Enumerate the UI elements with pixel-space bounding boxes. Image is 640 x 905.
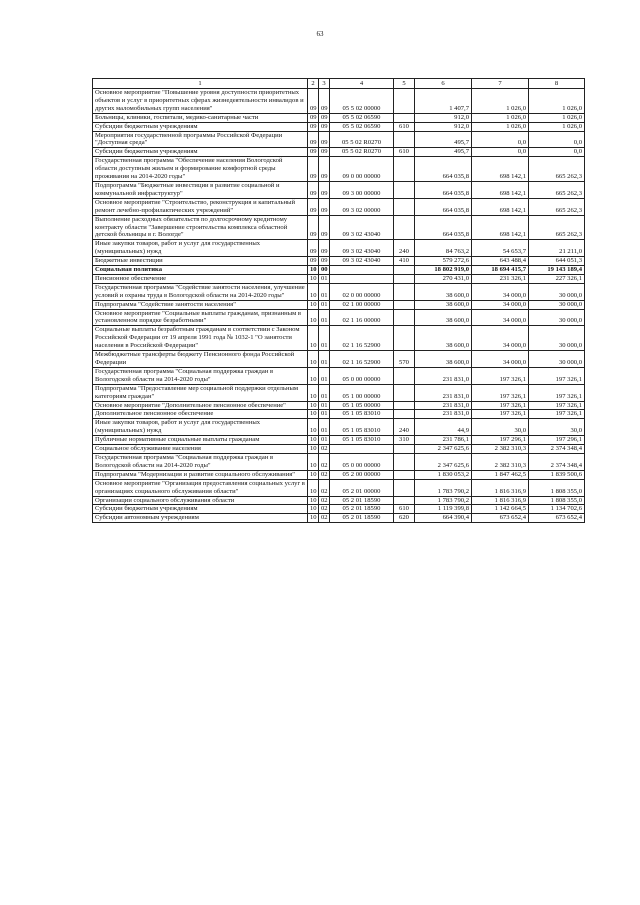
section-code-cell: 10 bbox=[308, 401, 319, 410]
target-article-cell bbox=[330, 274, 394, 283]
amount-cell-col8: 30 000,0 bbox=[529, 300, 585, 309]
section-code-cell: 10 bbox=[308, 479, 319, 496]
amount-cell-col8: 1 839 500,6 bbox=[529, 470, 585, 479]
row-name-cell: Мероприятия государственной программы Российской Федерации "Доступная среда" bbox=[93, 131, 308, 148]
table-row bbox=[93, 514, 585, 523]
expense-type-cell bbox=[394, 401, 415, 410]
subsection-code-cell: 09 bbox=[319, 181, 330, 198]
table-row bbox=[93, 122, 585, 131]
amount-cell-col6: 38 600,0 bbox=[415, 283, 472, 300]
section-code-cell: 09 bbox=[308, 257, 319, 266]
expense-type-cell bbox=[394, 131, 415, 148]
subsection-code-cell: 01 bbox=[319, 410, 330, 419]
row-name-cell: Организации социального обслуживания области bbox=[93, 496, 308, 505]
expense-type-cell bbox=[394, 113, 415, 122]
row-name-cell: Социальная политика bbox=[93, 266, 308, 275]
section-code-cell: 09 bbox=[308, 148, 319, 157]
subsection-code-cell: 01 bbox=[319, 351, 330, 368]
table-row bbox=[93, 198, 585, 215]
expense-type-cell bbox=[394, 453, 415, 470]
amount-cell-col7: 1 816 316,9 bbox=[472, 496, 529, 505]
expense-type-cell: 240 bbox=[394, 419, 415, 436]
header-cell: 6 bbox=[415, 79, 472, 89]
amount-cell-col7: 0,0 bbox=[472, 148, 529, 157]
amount-cell-col8: 2 374 348,4 bbox=[529, 445, 585, 454]
subsection-code-cell: 01 bbox=[319, 436, 330, 445]
amount-cell-col8: 197 326,1 bbox=[529, 367, 585, 384]
amount-cell-col8: 227 326,1 bbox=[529, 274, 585, 283]
amount-cell-col8: 197 326,1 bbox=[529, 384, 585, 401]
amount-cell-col8: 197 326,1 bbox=[529, 410, 585, 419]
target-article-cell: 02 1 00 00000 bbox=[330, 300, 394, 309]
table-row bbox=[93, 436, 585, 445]
table-row bbox=[93, 384, 585, 401]
section-code-cell: 10 bbox=[308, 367, 319, 384]
target-article-cell: 05 1 05 83010 bbox=[330, 419, 394, 436]
subsection-code-cell: 01 bbox=[319, 326, 330, 351]
target-article-cell: 05 2 01 18590 bbox=[330, 505, 394, 514]
table-row bbox=[93, 283, 585, 300]
amount-cell-col6: 38 600,0 bbox=[415, 326, 472, 351]
amount-cell-col6: 664 035,8 bbox=[415, 198, 472, 215]
amount-cell-col8: 30,0 bbox=[529, 419, 585, 436]
amount-cell-col6: 912,0 bbox=[415, 113, 472, 122]
table-row bbox=[93, 240, 585, 257]
amount-cell-col6: 2 347 625,6 bbox=[415, 453, 472, 470]
target-article-cell: 05 5 02 00000 bbox=[330, 89, 394, 114]
page-number: 63 bbox=[316, 30, 324, 38]
amount-cell-col8: 197 326,1 bbox=[529, 401, 585, 410]
table-row bbox=[93, 351, 585, 368]
subsection-code-cell: 01 bbox=[319, 384, 330, 401]
target-article-cell: 05 0 00 00000 bbox=[330, 453, 394, 470]
row-name-cell: Социальное обслуживание населения bbox=[93, 445, 308, 454]
amount-cell-col7: 2 382 310,3 bbox=[472, 445, 529, 454]
target-article-cell: 02 1 16 00000 bbox=[330, 309, 394, 326]
amount-cell-col8: 673 652,4 bbox=[529, 514, 585, 523]
table-row bbox=[93, 257, 585, 266]
subsection-code-cell: 02 bbox=[319, 514, 330, 523]
amount-cell-col6: 231 831,0 bbox=[415, 410, 472, 419]
subsection-code-cell: 09 bbox=[319, 240, 330, 257]
row-name-cell: Основное мероприятие "Дополнительное пенсионное обеспечение" bbox=[93, 401, 308, 410]
expense-type-cell bbox=[394, 496, 415, 505]
row-name-cell: Основное мероприятие "Повышение уровня доступности приоритетных объектов и услуг в приоритетных сферах жизнедеятельности инвалидов и других маломобильных групп населения" bbox=[93, 89, 308, 114]
amount-cell-col7: 698 142,1 bbox=[472, 215, 529, 240]
row-name-cell: Субсидии бюджетным учреждениям bbox=[93, 148, 308, 157]
table-row bbox=[93, 300, 585, 309]
amount-cell-col8: 21 211,0 bbox=[529, 240, 585, 257]
expense-type-cell bbox=[394, 283, 415, 300]
amount-cell-col7: 0,0 bbox=[472, 131, 529, 148]
row-name-cell: Выполнение расходных обязательств по долгосрочному кредитному контракту области "Завершение строительства комплекса областной детской больницы в г. Вологде" bbox=[93, 215, 308, 240]
table-row bbox=[93, 131, 585, 148]
section-code-cell: 10 bbox=[308, 453, 319, 470]
expense-type-cell bbox=[394, 266, 415, 275]
amount-cell-col6: 1 830 053,2 bbox=[415, 470, 472, 479]
subsection-code-cell: 02 bbox=[319, 453, 330, 470]
target-article-cell: 05 5 02 R0270 bbox=[330, 131, 394, 148]
section-code-cell: 09 bbox=[308, 89, 319, 114]
subsection-code-cell: 09 bbox=[319, 148, 330, 157]
table-row bbox=[93, 479, 585, 496]
amount-cell-col8: 665 262,3 bbox=[529, 181, 585, 198]
subsection-code-cell: 01 bbox=[319, 274, 330, 283]
amount-cell-col6: 1 783 790,2 bbox=[415, 496, 472, 505]
row-name-cell: Государственная программа "Социальная поддержка граждан в Вологодской области на 2014-2020 годы" bbox=[93, 367, 308, 384]
amount-cell-col6: 664 035,8 bbox=[415, 215, 472, 240]
amount-cell-col8: 0,0 bbox=[529, 131, 585, 148]
target-article-cell: 09 3 02 43040 bbox=[330, 257, 394, 266]
subsection-code-cell: 02 bbox=[319, 496, 330, 505]
target-article-cell bbox=[330, 266, 394, 275]
amount-cell-col7: 197 326,1 bbox=[472, 410, 529, 419]
expense-type-cell bbox=[394, 215, 415, 240]
table-row bbox=[93, 148, 585, 157]
section-code-cell: 10 bbox=[308, 410, 319, 419]
section-code-cell: 10 bbox=[308, 419, 319, 436]
table-row bbox=[93, 274, 585, 283]
expense-type-cell: 610 bbox=[394, 122, 415, 131]
target-article-cell: 05 2 01 18590 bbox=[330, 514, 394, 523]
target-article-cell: 05 1 00 00000 bbox=[330, 384, 394, 401]
amount-cell-col6: 912,0 bbox=[415, 122, 472, 131]
expense-type-cell bbox=[394, 410, 415, 419]
section-code-cell: 10 bbox=[308, 351, 319, 368]
subsection-code-cell: 09 bbox=[319, 89, 330, 114]
amount-cell-col8: 1 808 355,0 bbox=[529, 479, 585, 496]
target-article-cell: 09 0 00 00000 bbox=[330, 157, 394, 182]
section-code-cell: 10 bbox=[308, 266, 319, 275]
amount-cell-col7: 18 694 415,7 bbox=[472, 266, 529, 275]
expense-type-cell bbox=[394, 157, 415, 182]
amount-cell-col7: 197 326,1 bbox=[472, 367, 529, 384]
amount-cell-col7: 34 000,0 bbox=[472, 326, 529, 351]
section-code-cell: 10 bbox=[308, 436, 319, 445]
subsection-code-cell: 09 bbox=[319, 257, 330, 266]
section-code-cell: 09 bbox=[308, 113, 319, 122]
row-name-cell: Основное мероприятие "Социальные выплаты гражданам, признанным в установленном порядке безработными" bbox=[93, 309, 308, 326]
amount-cell-col7: 1 026,0 bbox=[472, 113, 529, 122]
target-article-cell: 05 1 05 00000 bbox=[330, 401, 394, 410]
row-name-cell: Подпрограмма "Модернизация и развитие социального обслуживания" bbox=[93, 470, 308, 479]
section-code-cell: 10 bbox=[308, 283, 319, 300]
amount-cell-col7: 34 000,0 bbox=[472, 283, 529, 300]
section-code-cell: 09 bbox=[308, 122, 319, 131]
table-row bbox=[93, 496, 585, 505]
expense-type-cell bbox=[394, 445, 415, 454]
amount-cell-col8: 30 000,0 bbox=[529, 326, 585, 351]
section-code-cell: 09 bbox=[308, 240, 319, 257]
expense-type-cell: 410 bbox=[394, 257, 415, 266]
target-article-cell: 05 5 02 R0270 bbox=[330, 148, 394, 157]
amount-cell-col7: 54 653,7 bbox=[472, 240, 529, 257]
row-name-cell: Государственная программа "Социальная поддержка граждан в Вологодской области на 2014-2020 годы" bbox=[93, 453, 308, 470]
amount-cell-col7: 673 652,4 bbox=[472, 514, 529, 523]
amount-cell-col7: 197 326,1 bbox=[472, 384, 529, 401]
target-article-cell: 05 5 02 06590 bbox=[330, 113, 394, 122]
header-cell: 1 bbox=[93, 79, 308, 89]
amount-cell-col7: 698 142,1 bbox=[472, 198, 529, 215]
expense-type-cell bbox=[394, 274, 415, 283]
table-row bbox=[93, 326, 585, 351]
amount-cell-col6: 495,7 bbox=[415, 131, 472, 148]
target-article-cell: 09 3 02 00000 bbox=[330, 198, 394, 215]
target-article-cell: 09 3 00 00000 bbox=[330, 181, 394, 198]
row-name-cell: Основное мероприятие "Организация предоставления социальных услуг в организациях социального обслуживания области" bbox=[93, 479, 308, 496]
section-code-cell: 10 bbox=[308, 326, 319, 351]
amount-cell-col6: 38 600,0 bbox=[415, 351, 472, 368]
expense-type-cell bbox=[394, 367, 415, 384]
amount-cell-col6: 84 763,2 bbox=[415, 240, 472, 257]
subsection-code-cell: 01 bbox=[319, 401, 330, 410]
target-article-cell: 05 1 05 83010 bbox=[330, 410, 394, 419]
amount-cell-col8: 1 808 355,0 bbox=[529, 496, 585, 505]
table-row bbox=[93, 157, 585, 182]
section-code-cell: 10 bbox=[308, 496, 319, 505]
amount-cell-col6: 664 035,8 bbox=[415, 157, 472, 182]
amount-cell-col7: 30,0 bbox=[472, 419, 529, 436]
amount-cell-col8: 30 000,0 bbox=[529, 283, 585, 300]
table-row bbox=[93, 470, 585, 479]
row-name-cell: Иные закупки товаров, работ и услуг для государственных (муниципальных) нужд bbox=[93, 240, 308, 257]
budget-table bbox=[92, 78, 585, 523]
table-row bbox=[93, 419, 585, 436]
amount-cell-col7: 643 488,4 bbox=[472, 257, 529, 266]
target-article-cell: 05 2 01 18590 bbox=[330, 496, 394, 505]
expense-type-cell bbox=[394, 309, 415, 326]
row-name-cell: Субсидии бюджетным учреждениям bbox=[93, 122, 308, 131]
amount-cell-col6: 1 119 399,8 bbox=[415, 505, 472, 514]
subsection-code-cell: 09 bbox=[319, 198, 330, 215]
amount-cell-col8: 30 000,0 bbox=[529, 351, 585, 368]
amount-cell-col8: 197 296,1 bbox=[529, 436, 585, 445]
row-name-cell: Публичные нормативные социальные выплаты гражданам bbox=[93, 436, 308, 445]
section-code-cell: 09 bbox=[308, 181, 319, 198]
expense-type-cell: 620 bbox=[394, 514, 415, 523]
row-name-cell: Социальные выплаты безработным гражданам в соответствии с Законом Российской Федерации от 19 апреля 1991 года № 1032-1 "О занятости населения в Российской Федерации" bbox=[93, 326, 308, 351]
target-article-cell: 02 1 16 52900 bbox=[330, 351, 394, 368]
table-row bbox=[93, 181, 585, 198]
expense-type-cell bbox=[394, 89, 415, 114]
amount-cell-col7: 197 326,1 bbox=[472, 401, 529, 410]
subsection-code-cell: 09 bbox=[319, 157, 330, 182]
target-article-cell: 02 0 00 00000 bbox=[330, 283, 394, 300]
amount-cell-col7: 34 000,0 bbox=[472, 351, 529, 368]
amount-cell-col6: 2 347 625,6 bbox=[415, 445, 472, 454]
amount-cell-col6: 231 831,0 bbox=[415, 384, 472, 401]
header-cell: 4 bbox=[330, 79, 394, 89]
section-code-cell: 10 bbox=[308, 384, 319, 401]
section-code-cell: 10 bbox=[308, 514, 319, 523]
amount-cell-col8: 665 262,3 bbox=[529, 157, 585, 182]
section-code-cell: 09 bbox=[308, 157, 319, 182]
amount-cell-col6: 495,7 bbox=[415, 148, 472, 157]
section-code-cell: 10 bbox=[308, 505, 319, 514]
amount-cell-col6: 664 035,8 bbox=[415, 181, 472, 198]
section-code-cell: 10 bbox=[308, 274, 319, 283]
target-article-cell: 05 2 01 00000 bbox=[330, 479, 394, 496]
subsection-code-cell: 09 bbox=[319, 215, 330, 240]
amount-cell-col6: 664 390,4 bbox=[415, 514, 472, 523]
table-row bbox=[93, 445, 585, 454]
amount-cell-col7: 1 026,0 bbox=[472, 89, 529, 114]
subsection-code-cell: 01 bbox=[319, 367, 330, 384]
subsection-code-cell: 01 bbox=[319, 419, 330, 436]
amount-cell-col7: 197 296,1 bbox=[472, 436, 529, 445]
header-cell: 5 bbox=[394, 79, 415, 89]
amount-cell-col8: 0,0 bbox=[529, 148, 585, 157]
amount-cell-col8: 644 051,3 bbox=[529, 257, 585, 266]
header-cell: 2 bbox=[308, 79, 319, 89]
target-article-cell: 05 5 02 06590 bbox=[330, 122, 394, 131]
amount-cell-col6: 1 407,7 bbox=[415, 89, 472, 114]
subsection-code-cell: 02 bbox=[319, 505, 330, 514]
row-name-cell: Субсидии автономным учреждениям bbox=[93, 514, 308, 523]
header-cell: 8 bbox=[529, 79, 585, 89]
table-row bbox=[93, 410, 585, 419]
amount-cell-col7: 34 000,0 bbox=[472, 309, 529, 326]
amount-cell-col7: 1 026,0 bbox=[472, 122, 529, 131]
table-row bbox=[93, 453, 585, 470]
table-row bbox=[93, 215, 585, 240]
table-row bbox=[93, 367, 585, 384]
table-row bbox=[93, 113, 585, 122]
row-name-cell: Подпрограмма "Предоставление мер социальной поддержки отдельным категориям граждан" bbox=[93, 384, 308, 401]
subsection-code-cell: 00 bbox=[319, 266, 330, 275]
target-article-cell: 05 0 00 00000 bbox=[330, 367, 394, 384]
expense-type-cell bbox=[394, 470, 415, 479]
section-code-cell: 10 bbox=[308, 309, 319, 326]
table-row bbox=[93, 505, 585, 514]
amount-cell-col6: 231 831,0 bbox=[415, 367, 472, 384]
amount-cell-col8: 30 000,0 bbox=[529, 309, 585, 326]
amount-cell-col8: 1 026,0 bbox=[529, 89, 585, 114]
section-code-cell: 10 bbox=[308, 470, 319, 479]
row-name-cell: Государственная программа "Содействие занятости населения, улучшение условий и охраны труда в Вологодской области на 2014-2020 годы" bbox=[93, 283, 308, 300]
row-name-cell: Подпрограмма "Бюджетные инвестиции в развитие социальной и коммунальной инфраструктур" bbox=[93, 181, 308, 198]
amount-cell-col6: 44,9 bbox=[415, 419, 472, 436]
row-name-cell: Дополнительное пенсионное обеспечение bbox=[93, 410, 308, 419]
table-body bbox=[93, 89, 585, 523]
amount-cell-col8: 665 262,3 bbox=[529, 215, 585, 240]
expense-type-cell bbox=[394, 300, 415, 309]
expense-type-cell: 610 bbox=[394, 505, 415, 514]
row-name-cell: Субсидии бюджетным учреждениям bbox=[93, 505, 308, 514]
expense-type-cell: 570 bbox=[394, 351, 415, 368]
subsection-code-cell: 02 bbox=[319, 479, 330, 496]
target-article-cell: 02 1 16 52900 bbox=[330, 326, 394, 351]
subsection-code-cell: 01 bbox=[319, 283, 330, 300]
expense-type-cell bbox=[394, 479, 415, 496]
expense-type-cell bbox=[394, 198, 415, 215]
row-name-cell: Основное мероприятие "Строительство, реконструкция и капитальный ремонт лечебно-профилактических учреждений" bbox=[93, 198, 308, 215]
row-name-cell: Иные закупки товаров, работ и услуг для государственных (муниципальных) нужд bbox=[93, 419, 308, 436]
expense-type-cell bbox=[394, 326, 415, 351]
amount-cell-col6: 579 272,6 bbox=[415, 257, 472, 266]
amount-cell-col7: 698 142,1 bbox=[472, 181, 529, 198]
row-name-cell: Государственная программа "Обеспечение населения Вологодской области доступным жильем и формирование комфортной среды проживания на 2014-2020 годы" bbox=[93, 157, 308, 182]
table-row bbox=[93, 401, 585, 410]
amount-cell-col7: 34 000,0 bbox=[472, 300, 529, 309]
amount-cell-col6: 38 600,0 bbox=[415, 309, 472, 326]
subsection-code-cell: 09 bbox=[319, 131, 330, 148]
expense-type-cell: 310 bbox=[394, 436, 415, 445]
subsection-code-cell: 09 bbox=[319, 113, 330, 122]
target-article-cell bbox=[330, 445, 394, 454]
table-row bbox=[93, 309, 585, 326]
subsection-code-cell: 02 bbox=[319, 445, 330, 454]
target-article-cell: 09 3 02 43040 bbox=[330, 215, 394, 240]
amount-cell-col8: 19 143 189,4 bbox=[529, 266, 585, 275]
amount-cell-col8: 1 026,0 bbox=[529, 113, 585, 122]
table-row bbox=[93, 266, 585, 275]
amount-cell-col6: 270 431,0 bbox=[415, 274, 472, 283]
expense-type-cell bbox=[394, 384, 415, 401]
amount-cell-col7: 231 326,1 bbox=[472, 274, 529, 283]
amount-cell-col8: 2 374 348,4 bbox=[529, 453, 585, 470]
row-name-cell: Бюджетные инвестиции bbox=[93, 257, 308, 266]
expense-type-cell: 240 bbox=[394, 240, 415, 257]
amount-cell-col6: 231 786,1 bbox=[415, 436, 472, 445]
section-code-cell: 09 bbox=[308, 131, 319, 148]
header-cell: 7 bbox=[472, 79, 529, 89]
table-header-row bbox=[93, 79, 585, 89]
amount-cell-col8: 665 262,3 bbox=[529, 198, 585, 215]
amount-cell-col6: 1 783 790,2 bbox=[415, 479, 472, 496]
amount-cell-col7: 1 142 664,5 bbox=[472, 505, 529, 514]
row-name-cell: Больницы, клиники, госпитали, медико-санитарные части bbox=[93, 113, 308, 122]
amount-cell-col8: 1 026,0 bbox=[529, 122, 585, 131]
subsection-code-cell: 01 bbox=[319, 300, 330, 309]
table-row bbox=[93, 89, 585, 114]
subsection-code-cell: 02 bbox=[319, 470, 330, 479]
target-article-cell: 05 1 05 83010 bbox=[330, 436, 394, 445]
subsection-code-cell: 01 bbox=[319, 309, 330, 326]
section-code-cell: 10 bbox=[308, 300, 319, 309]
section-code-cell: 09 bbox=[308, 215, 319, 240]
target-article-cell: 09 3 02 43040 bbox=[330, 240, 394, 257]
amount-cell-col6: 231 831,0 bbox=[415, 401, 472, 410]
section-code-cell: 09 bbox=[308, 198, 319, 215]
amount-cell-col7: 2 382 310,3 bbox=[472, 453, 529, 470]
row-name-cell: Межбюджетные трансферты бюджету Пенсионного фонда Российской Федерации bbox=[93, 351, 308, 368]
expense-type-cell bbox=[394, 181, 415, 198]
amount-cell-col8: 1 134 702,6 bbox=[529, 505, 585, 514]
amount-cell-col7: 1 847 462,5 bbox=[472, 470, 529, 479]
subsection-code-cell: 09 bbox=[319, 122, 330, 131]
row-name-cell: Пенсионное обеспечение bbox=[93, 274, 308, 283]
amount-cell-col7: 1 816 316,9 bbox=[472, 479, 529, 496]
section-code-cell: 10 bbox=[308, 445, 319, 454]
row-name-cell: Подпрограмма "Содействие занятости населения" bbox=[93, 300, 308, 309]
amount-cell-col6: 18 802 919,0 bbox=[415, 266, 472, 275]
target-article-cell: 05 2 00 00000 bbox=[330, 470, 394, 479]
amount-cell-col6: 38 600,0 bbox=[415, 300, 472, 309]
amount-cell-col7: 698 142,1 bbox=[472, 157, 529, 182]
expense-type-cell: 610 bbox=[394, 148, 415, 157]
header-cell: 3 bbox=[319, 79, 330, 89]
